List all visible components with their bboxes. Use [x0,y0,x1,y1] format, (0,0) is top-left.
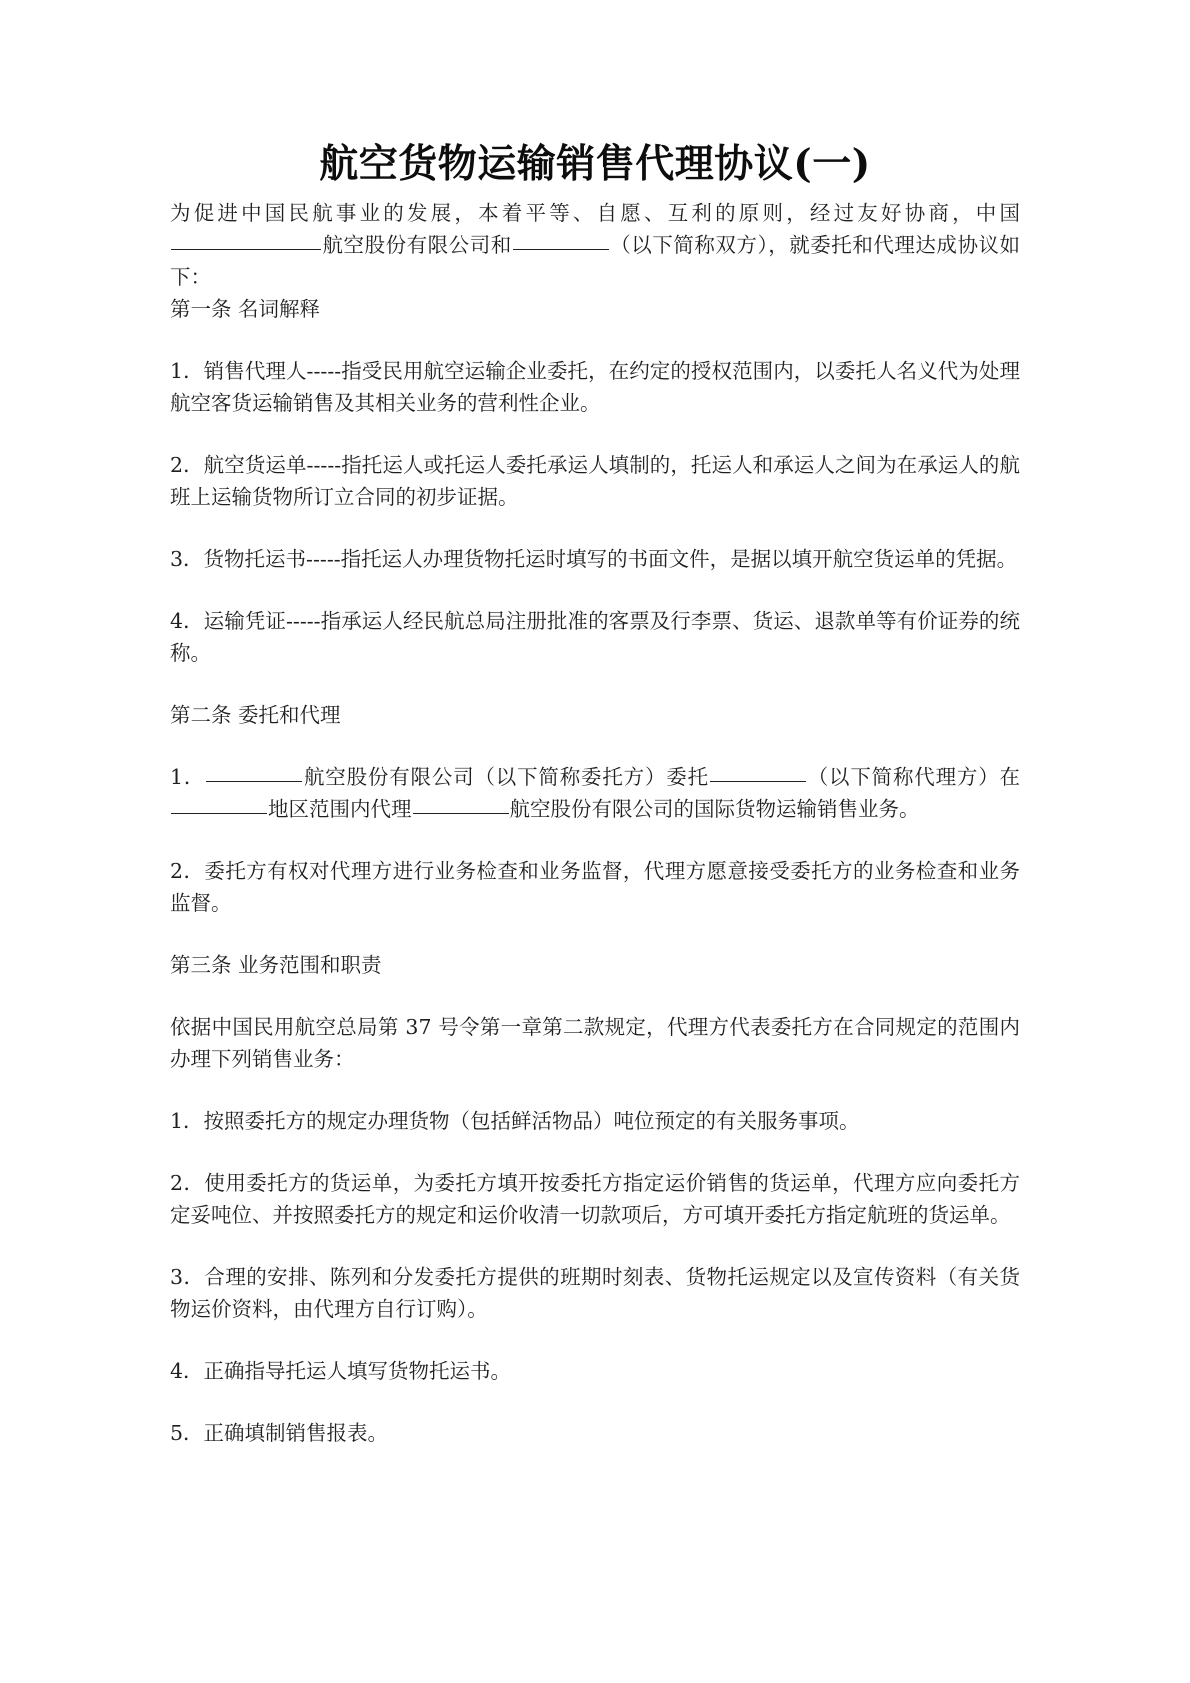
paragraph-text: 航空股份有限公司（以下简称委托方）委托 [303,764,709,789]
paragraph-art2-item2 [170,855,1020,919]
paragraph-text: 地区范围内代理 [268,796,412,821]
paragraph-text: 2．委托方有权对代理方进行业务检查和业务监督，代理方愿意接受委托方的业务检查和业务监督。 [170,858,1020,915]
document-body [170,140,1020,1449]
paragraph-text: 1．销售代理人-----指受民用航空运输企业委托，在约定的授权范围内，以委托人名义代为处理航空客货运输销售及其相关业务的营利性企业。 [170,358,1020,415]
paragraph-text: 3．货物托运书-----指托运人办理货物托运时填写的书面文件，是据以填开航空货运单的凭据。 [170,546,1018,571]
paragraph-text: 4．运输凭证-----指承运人经民航总局注册批准的客票及行李票、货运、退款单等有价证券的统称。 [170,608,1020,665]
paragraph-text: 3．合理的安排、陈列和分发委托方提供的班期时刻表、货物托运规定以及宣传资料（有关货物运价资料，由代理方自行订购）。 [170,1264,1020,1321]
paragraph-text: 航空股份有限公司和 [322,232,512,257]
paragraph-preamble [170,197,1020,293]
paragraph-text: 为促进中国民航事业的发展，本着平等、自愿、互利的原则，经过友好协商，中国 [170,200,1020,225]
fill-in-blank[interactable] [513,231,609,250]
paragraph-text: 2．使用委托方的货运单，为委托方填开按委托方指定运价销售的货运单，代理方应向委托方定妥吨位、并按照委托方的规定和运价收清一切款项后，方可填开委托方指定航班的货运单。 [170,1170,1020,1227]
paragraph-text: 1．按照委托方的规定办理货物（包括鲜活物品）吨位预定的有关服务事项。 [170,1108,860,1133]
paragraph-text: 第二条 委托和代理 [170,702,341,727]
paragraph-text: 5．正确填制销售报表。 [170,1420,389,1445]
paragraph-article-3-heading [170,949,1020,981]
paragraph-art3-item4 [170,1355,1020,1387]
paragraph-art3-item3 [170,1261,1020,1325]
paragraph-text: （以下简称双方），就委托和代理达成协议如下： [170,232,1020,289]
paragraph-art3-item2 [170,1167,1020,1231]
paragraph-art3-item1 [170,1105,1020,1137]
fill-in-blank[interactable] [171,795,267,814]
fill-in-blank[interactable] [710,763,806,782]
paragraph-article-2-heading [170,699,1020,731]
paragraph-text: 第一条 名词解释 [170,296,321,321]
paragraph-text: 1． [170,764,206,789]
fill-in-blank[interactable] [171,231,321,250]
paragraph-container [170,197,1020,1449]
paragraph-art3-intro [170,1011,1020,1075]
paragraph-art2-item1 [170,761,1020,825]
page-title: 航空货物运输销售代理协议(一) [319,141,871,187]
paragraph-text: 4．正确指导托运人填写货物托运书。 [170,1358,512,1383]
paragraph-art1-item1 [170,355,1020,419]
paragraph-text: 依据中国民用航空总局第 37 号令第一章第二款规定，代理方代表委托方在合同规定的范围内办理下列销售业务： [170,1014,1020,1071]
fill-in-blank[interactable] [206,763,302,782]
paragraph-art3-item5 [170,1417,1020,1449]
paragraph-text: （以下简称代理方）在 [806,764,1021,789]
paragraph-art1-item3 [170,543,1020,575]
paragraph-text: 第三条 业务范围和职责 [170,952,382,977]
paragraph-art1-item2 [170,449,1020,513]
paragraph-art1-item4 [170,605,1020,669]
paragraph-text: 2．航空货运单-----指托运人或托运人委托承运人填制的，托运人和承运人之间为在承运人的航班上运输货物所订立合同的初步证据。 [170,452,1020,509]
paragraph-text: 航空股份有限公司的国际货物运输销售业务。 [509,796,920,821]
paragraph-article-1-heading [170,293,1020,325]
fill-in-blank[interactable] [413,795,509,814]
